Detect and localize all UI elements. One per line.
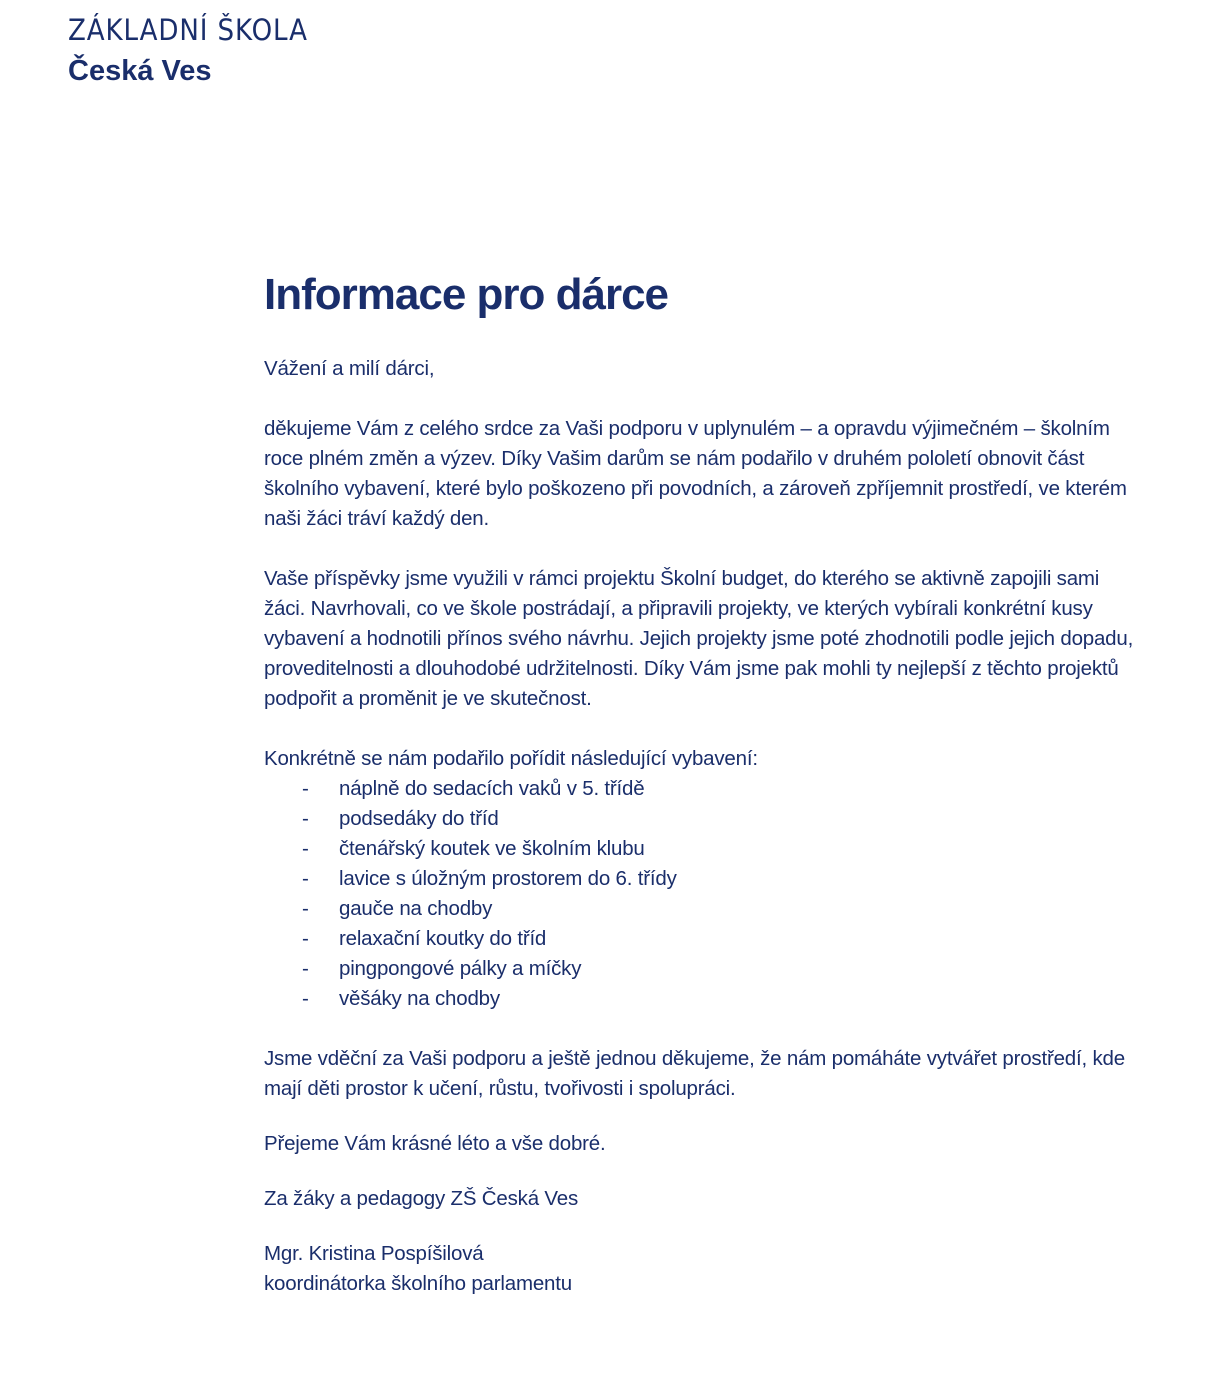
list-marker: - <box>302 927 309 950</box>
list-item-text: gauče na chodby <box>339 897 493 920</box>
list-item-text: podsedáky do tříd <box>339 807 499 830</box>
list-item <box>264 774 1134 804</box>
paragraph-gratitude: Jsme vděční za Vaši podporu a ještě jednou děkujeme, že nám pomáháte vytvářet prostředí, kde mají děti prostor k učení, růstu, tvořivosti i spolupráci. <box>264 1047 1125 1100</box>
page-title: Informace pro dárce <box>264 270 669 319</box>
list-marker: - <box>302 957 309 980</box>
list-item <box>264 804 1134 834</box>
list-item <box>264 984 1134 1014</box>
list-marker: - <box>302 867 309 890</box>
letter-body <box>264 266 1134 1299</box>
list-marker: - <box>302 807 309 830</box>
logo-line-1: ZÁKLADNÍ ŠKOLA <box>68 13 308 47</box>
greeting: Vážení a milí dárci, <box>264 357 435 380</box>
list-item-text: pingpongové pálky a míčky <box>339 957 582 980</box>
signature-name: Mgr. Kristina Pospíšilová <box>264 1242 484 1265</box>
list-item-text: věšáky na chodby <box>339 987 500 1010</box>
list-item-text: náplně do sedacích vaků v 5. třídě <box>339 777 645 800</box>
list-marker: - <box>302 837 309 860</box>
list-item <box>264 864 1134 894</box>
list-item <box>264 834 1134 864</box>
equipment-list-intro: Konkrétně se nám podařilo pořídit následující vybavení: <box>264 747 758 770</box>
list-marker: - <box>302 987 309 1010</box>
paragraph-thanks-intro: děkujeme Vám z celého srdce za Vaši podporu v uplynulém – a opravdu výjimečném – školním roce plném změn a výzev. Díky Vašim darům se nám podařilo v druhém pololetí obnovit část školního vybavení, které bylo poškozeno při povodních, a zároveň zpříjemnit prostředí, ve kterém naši žáci tráví každý den. <box>264 417 1127 530</box>
paragraph-school-budget: Vaše příspěvky jsme využili v rámci projektu Školní budget, do kterého se aktivně zapojili sami žáci. Navrhovali, co ve škole postrádají, a připravili projekty, ve kterých vybírali konkrétní kusy vybavení a hodnotili přínos svého návrhu. Jejich projekty jsme poté zhodnotili podle jejich dopadu, proveditelnosti a dlouhodobé udržitelnosti. Díky Vám jsme pak mohli ty nejlepší z těchto projektů podpořit a proměnit je ve skutečnost. <box>264 567 1134 710</box>
signature-block <box>264 1239 1134 1299</box>
list-item-text: relaxační koutky do tříd <box>339 927 547 950</box>
list-item <box>264 924 1134 954</box>
list-marker: - <box>302 897 309 920</box>
logo-line-2: Česká Ves <box>68 55 212 87</box>
list-marker: - <box>302 777 309 800</box>
school-logo <box>68 12 335 88</box>
list-item <box>264 954 1134 984</box>
signature-role: koordinátorka školního parlamentu <box>264 1272 572 1295</box>
paragraph-wishes: Přejeme Vám krásné léto a vše dobré. <box>264 1132 606 1155</box>
equipment-list <box>264 774 1134 1014</box>
list-item <box>264 894 1134 924</box>
list-item-text: čtenářský koutek ve školním klubu <box>339 837 645 860</box>
list-item-text: lavice s úložným prostorem do 6. třídy <box>339 867 677 890</box>
closing-line: Za žáky a pedagogy ZŠ Česká Ves <box>264 1187 579 1210</box>
